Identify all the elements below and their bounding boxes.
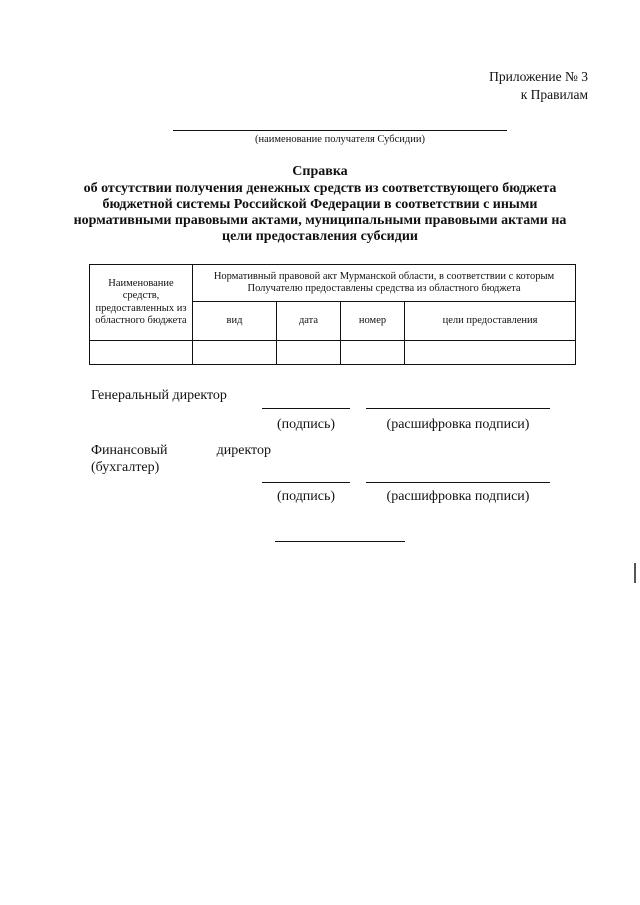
appendix-note [489, 68, 588, 104]
purpose-cell[interactable] [405, 341, 576, 365]
finance-director-label: Финансовый директор [91, 443, 271, 458]
recipient-name-line [173, 130, 507, 131]
table-header-row [90, 265, 576, 302]
funding-table [89, 264, 576, 365]
funds-name-header: Наименование средств, предоставленных из областного бюджета [90, 265, 193, 341]
date-header: дата [277, 302, 341, 341]
scan-edge-mark [634, 563, 636, 583]
recipient-caption: (наименование получателя Субсидии) [255, 134, 425, 145]
finance-decoding-caption: (расшифровка подписи) [386, 489, 530, 504]
director-signature-caption: (подпись) [276, 417, 336, 432]
type-cell[interactable] [193, 341, 277, 365]
purpose-header: цели предоставления [405, 302, 576, 341]
table-row [90, 341, 576, 365]
appendix-line-1: Приложение № 3 [489, 69, 588, 84]
end-separator-line [275, 541, 405, 542]
director-decoding-line[interactable] [366, 408, 550, 409]
finance-decoding-line[interactable] [366, 482, 550, 483]
director-decoding-caption: (расшифровка подписи) [386, 417, 530, 432]
accountant-label: (бухгалтер) [91, 460, 160, 475]
director-label: Генеральный директор [91, 388, 227, 403]
director-signature-line[interactable] [262, 408, 350, 409]
legal-act-header: Нормативный правовой акт Мурманской области, в соответствии с которым Получателю предоставлены средства из областного бюджета [193, 265, 576, 302]
finance-signature-line[interactable] [262, 482, 350, 483]
funds-name-cell[interactable] [90, 341, 193, 365]
date-cell[interactable] [277, 341, 341, 365]
document-title: Справка [292, 164, 348, 179]
number-cell[interactable] [341, 341, 405, 365]
document-subtitle: об отсутствии получения денежных средств из соответствующего бюджета бюджетной системы Российской Федерации в соответствии с иными нормативными правовыми актами, муниципальными правовыми актами на цели предоставления субсидии [73, 181, 567, 244]
finance-signature-caption: (подпись) [276, 489, 336, 504]
type-header: вид [193, 302, 277, 341]
appendix-line-2: к Правилам [520, 87, 588, 102]
number-header: номер [341, 302, 405, 341]
